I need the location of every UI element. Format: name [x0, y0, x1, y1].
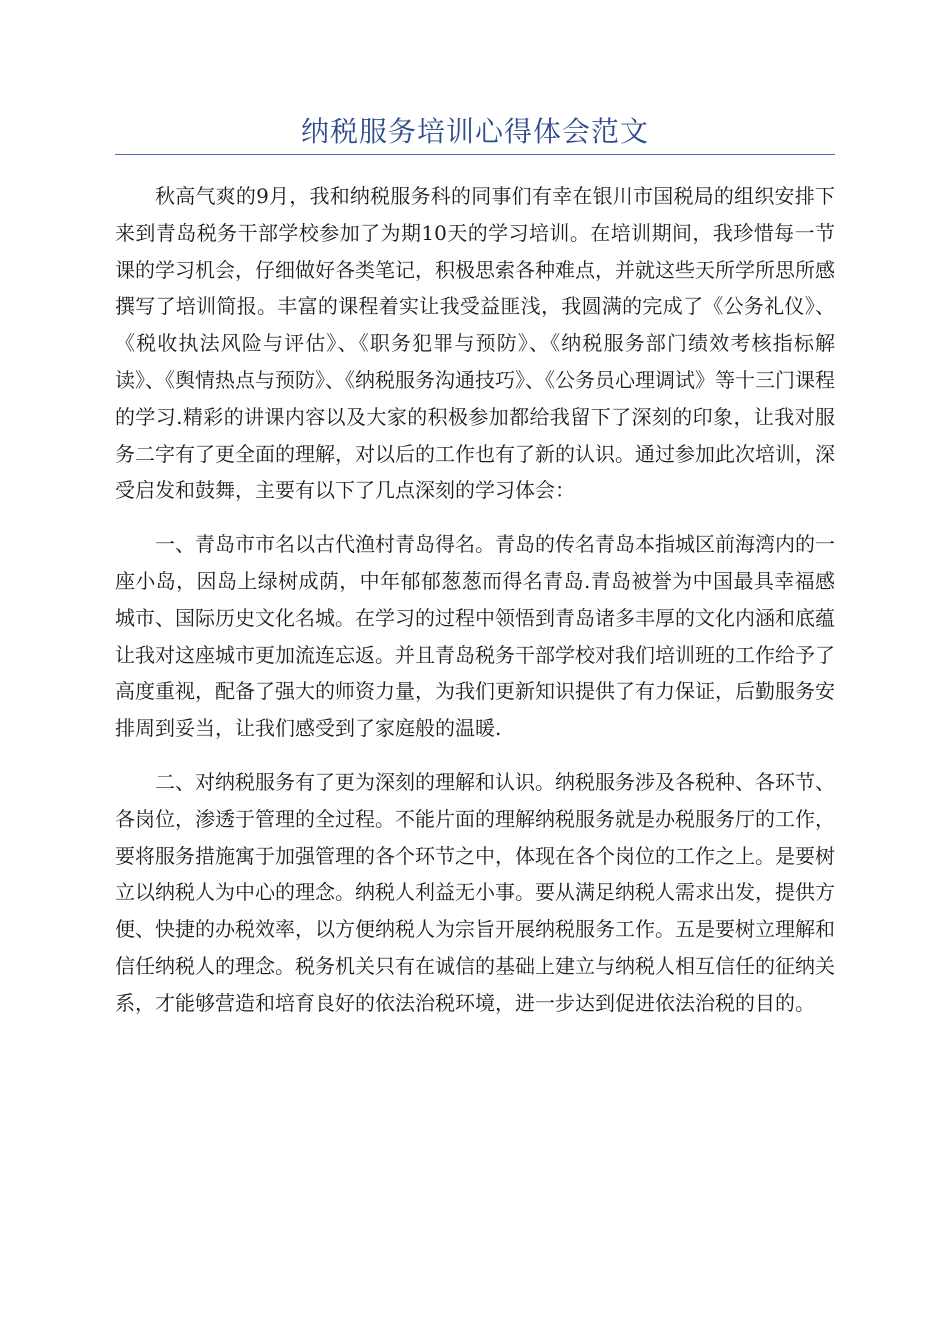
- document-body: [115, 178, 835, 1039]
- title-underline: [115, 154, 835, 155]
- document-title: 纳税服务培训心得体会范文: [300, 115, 649, 148]
- paragraph-point-2: 二、对纳税服务有了更为深刻的理解和认识。纳税服务涉及各税种、各环节、各岗位，渗透于管理的全过程。不能片面的理解纳税服务就是办税服务厅的工作，要将服务措施寓于加强管理的各个环节之中，体现在各个岗位的工作之上。是要树立以纳税人为中心的理念。纳税人利益无小事。要从满足纳税人需求出发，提供方便、快捷的办税效率，以方便纳税人为宗旨开展纳税服务工作。五是要树立理解和信任纳税人的理念。税务机关只有在诚信的基础上建立与纳税人相互信任的征纳关系，才能够营造和培育良好的依法治税环境，进一步达到促进依法治税的目的。: [115, 769, 835, 1015]
- paragraph-intro: 秋高气爽的9月，我和纳税服务科的同事们有幸在银川市国税局的组织安排下来到青岛税务干部学校参加了为期10天的学习培训。在培训期间，我珍惜每一节课的学习机会，仔细做好各类笔记，积极思索各种难点，并就这些天所学所思所感撰写了培训简报。丰富的课程着实让我受益匪浅，我圆满的完成了《公务礼仪》、《税收执法风险与评估》、《职务犯罪与预防》、《纳税服务部门绩效考核指标解读》、《舆情热点与预防》、《纳税服务沟通技巧》、《公务员心理调试》等十三门课程的学习.精彩的讲课内容以及大家的积极参加都给我留下了深刻的印象，让我对服务二字有了更全面的理解，对以后的工作也有了新的认识。通过参加此次培训，深受启发和鼓舞，主要有以下了几点深刻的学习体会：: [115, 184, 835, 503]
- paragraph-point-1: 一、青岛市市名以古代渔村青岛得名。青岛的传名青岛本指城区前海湾内的一座小岛，因岛上绿树成荫，中年郁郁葱葱而得名青岛.青岛被誉为中国最具幸福感城市、国际历史文化名城。在学习的过程中领悟到青岛诸多丰厚的文化内涵和底蕴让我对这座城市更加流连忘返。并且青岛税务干部学校对我们培训班的工作给予了高度重视，配备了强大的师资力量，为我们更新知识提供了有力保证，后勤服务安排周到妥当，让我们感受到了家庭般的温暖.: [115, 532, 835, 741]
